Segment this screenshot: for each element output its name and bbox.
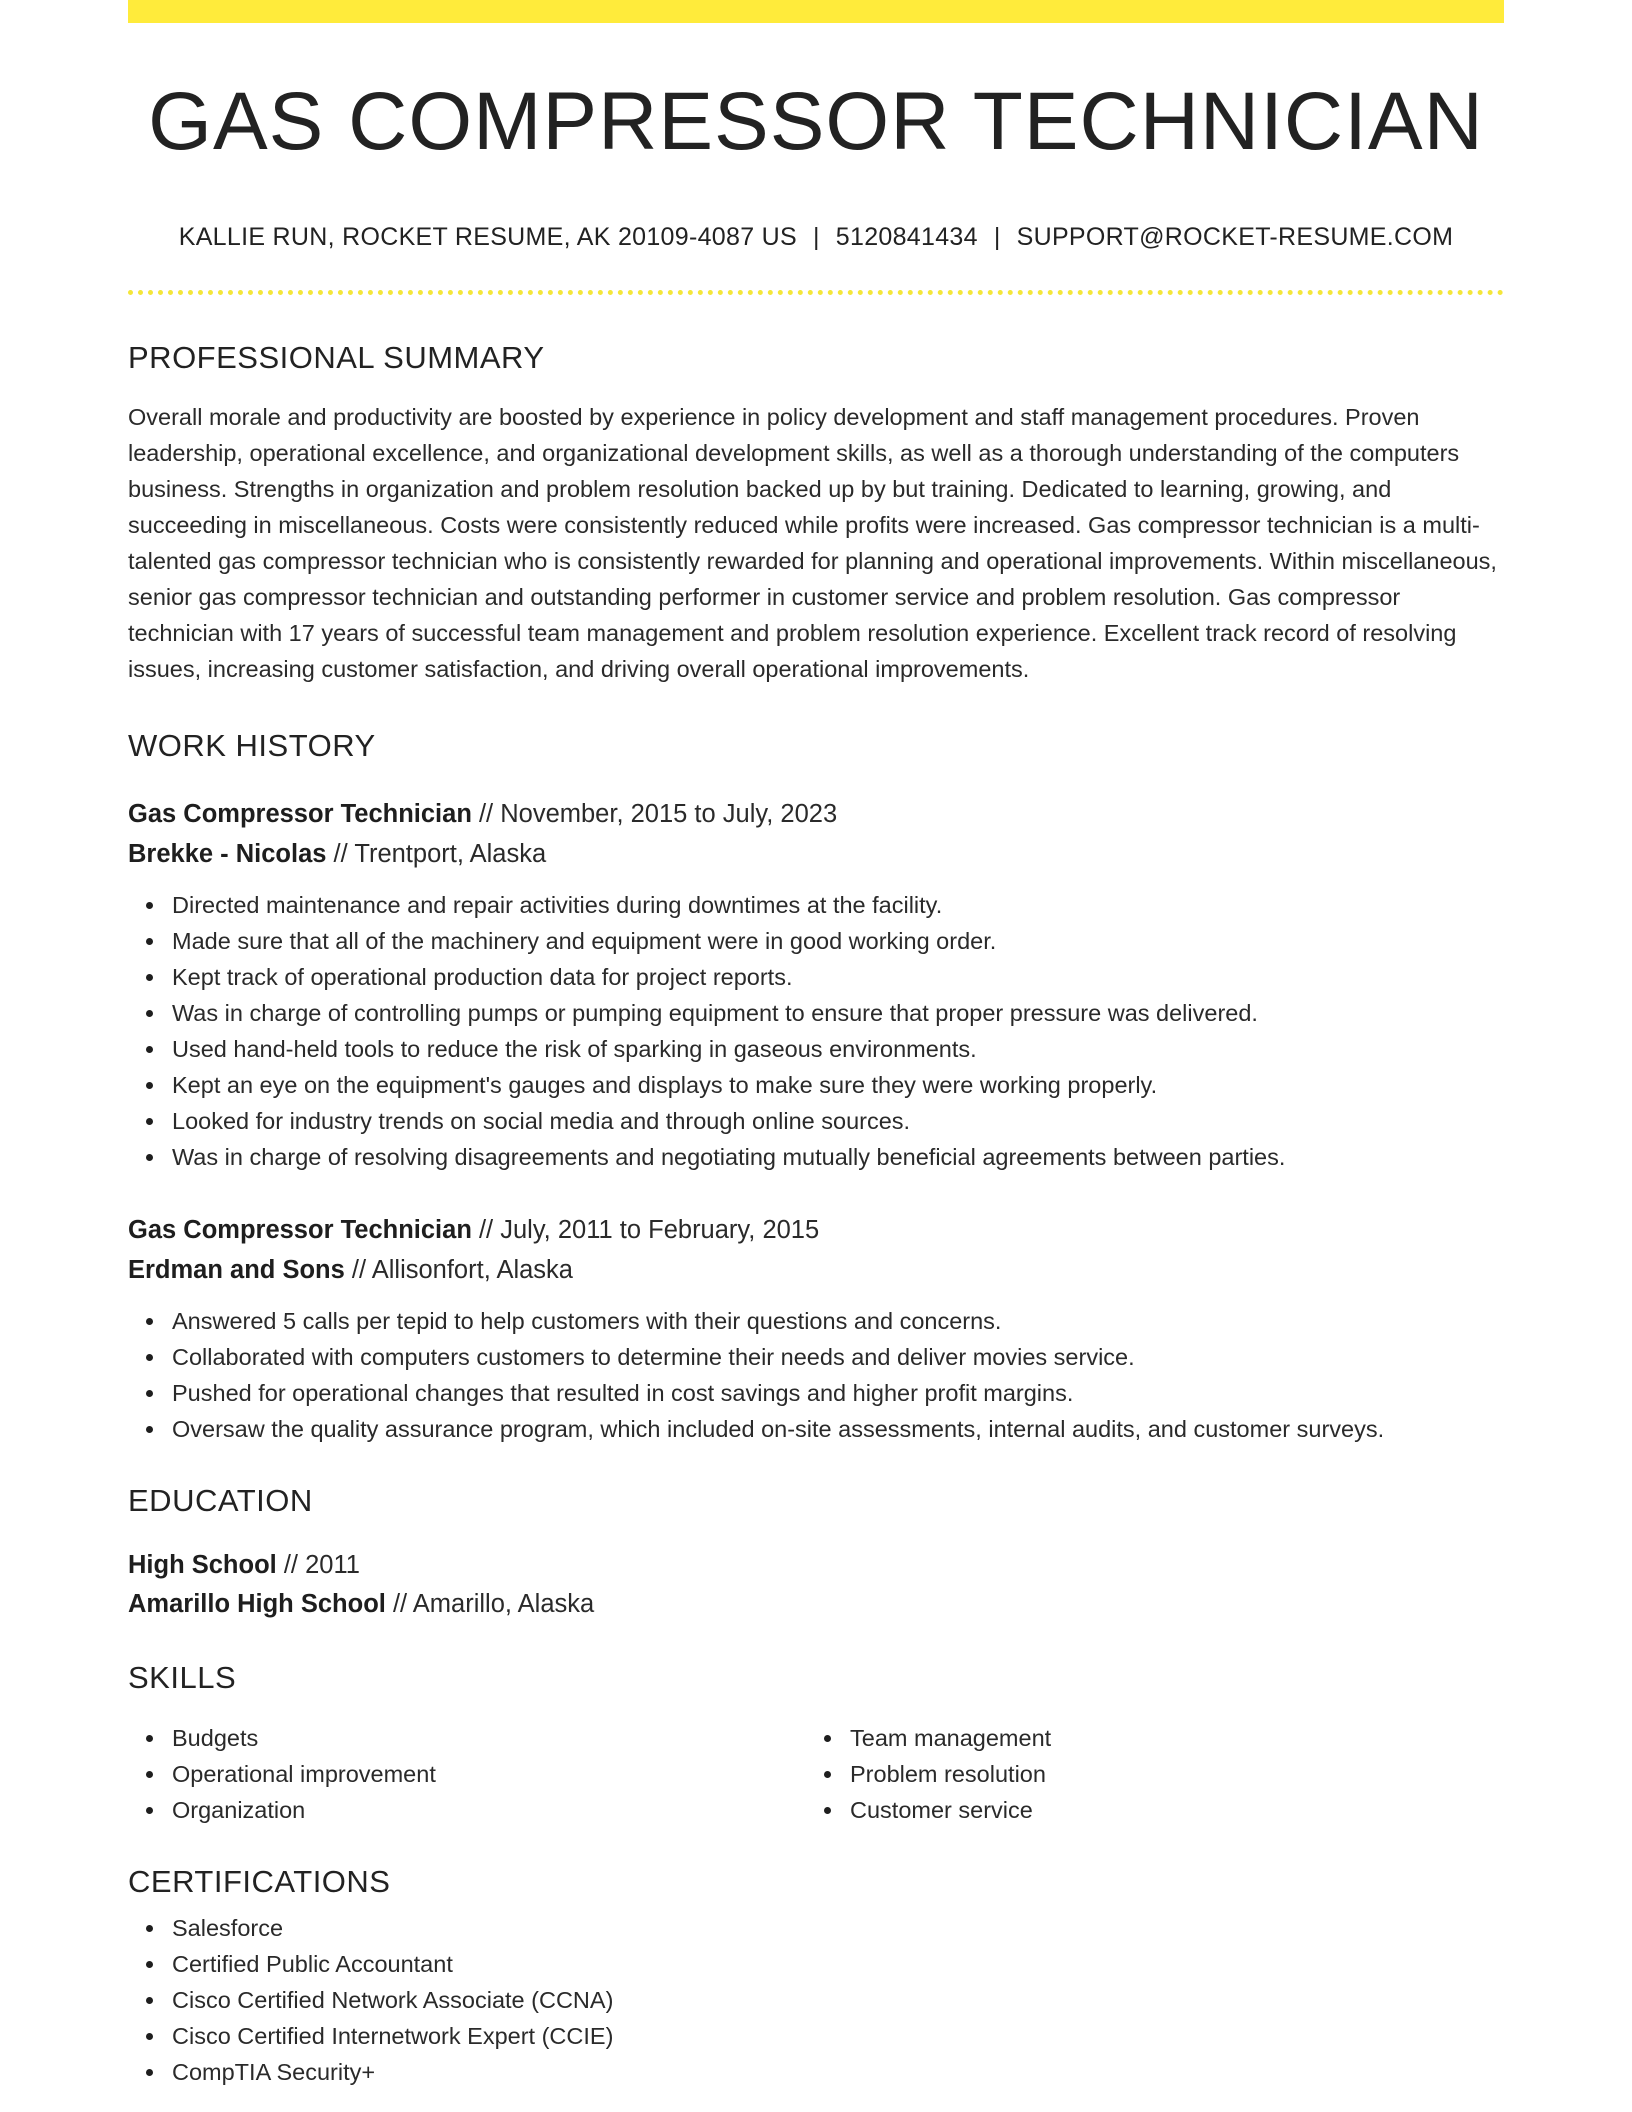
certifications-list xyxy=(128,1910,1504,2090)
job-bullets xyxy=(128,1303,1504,1447)
list-item: Pushed for operational changes that resulted in cost savings and higher profit margins. xyxy=(172,1375,1504,1411)
list-item: Operational improvement xyxy=(172,1756,806,1792)
header-divider xyxy=(128,290,1504,295)
list-item: Directed maintenance and repair activities during downtimes at the facility. xyxy=(172,887,1504,923)
summary-text: Overall morale and productivity are boosted by experience in policy development and staff management procedures. Proven leadership, operational excellence, and organizational development skills, as well as a thorough understanding of the computers business. Strengths in organization and problem resolution backed up by but training. Dedicated to learning, growing, and succeeding in miscellaneous. Costs were consistently reduced while profits were increased. Gas compressor technician is a multi-talented gas compressor technician who is consistently rewarded for planning and operational improvements. Within miscellaneous, senior gas compressor technician and outstanding performer in customer service and problem resolution. Gas compressor technician with 17 years of successful team management and problem resolution experience. Excellent track record of resolving issues, increasing customer satisfaction, and driving overall operational improvements. xyxy=(128,404,1497,682)
list-item: Looked for industry trends on social media and through online sources. xyxy=(172,1103,1504,1139)
resume-page xyxy=(128,0,1504,2090)
list-item: Made sure that all of the machinery and equipment were in good working order. xyxy=(172,923,1504,959)
job-title-line xyxy=(128,1210,1504,1250)
list-item: Oversaw the quality assurance program, which included on-site assessments, internal audits, and customer surveys. xyxy=(172,1411,1504,1447)
list-item: Collaborated with computers customers to determine their needs and deliver movies service. xyxy=(172,1339,1504,1375)
education-degree: High School xyxy=(128,1551,277,1579)
list-item: Was in charge of resolving disagreements and negotiating mutually beneficial agreements between parties. xyxy=(172,1139,1504,1175)
education-entry xyxy=(128,1546,1504,1624)
education-school: Amarillo High School xyxy=(128,1590,386,1618)
job-title: Gas Compressor Technician xyxy=(128,800,472,828)
contact-address: KALLIE RUN, ROCKET RESUME, AK 20109-4087 US xyxy=(178,223,797,251)
job-dates: // July, 2011 to February, 2015 xyxy=(471,1216,820,1244)
job-company: Erdman and Sons xyxy=(128,1256,345,1284)
list-item: Kept track of operational production data for project reports. xyxy=(172,959,1504,995)
skills-heading: SKILLS xyxy=(128,1660,237,1695)
list-item: Team management xyxy=(850,1720,1484,1756)
list-item: Answered 5 calls per tepid to help customers with their questions and concerns. xyxy=(172,1303,1504,1339)
contact-separator: | xyxy=(993,223,1001,251)
contact-line xyxy=(128,223,1504,252)
list-item: Budgets xyxy=(172,1720,806,1756)
list-item: Was in charge of controlling pumps or pumping equipment to ensure that proper pressure was delivered. xyxy=(172,995,1504,1031)
education-heading: EDUCATION xyxy=(128,1483,313,1518)
skills-grid xyxy=(128,1720,1504,1828)
top-accent-bar xyxy=(128,0,1504,23)
education-location: // Amarillo, Alaska xyxy=(385,1590,595,1618)
list-item: Cisco Certified Network Associate (CCNA) xyxy=(172,1982,1504,2018)
job-location: // Allisonfort, Alaska xyxy=(344,1256,573,1284)
job-bullets xyxy=(128,887,1504,1175)
job-location: // Trentport, Alaska xyxy=(326,840,547,868)
skills-list xyxy=(128,1720,806,1828)
job-entry xyxy=(128,794,1504,1175)
job-company-line xyxy=(128,1250,1504,1290)
skills-list xyxy=(806,1720,1484,1828)
list-item: Certified Public Accountant xyxy=(172,1946,1504,1982)
job-dates: // November, 2015 to July, 2023 xyxy=(471,800,838,828)
resume-title: GAS COMPRESSOR TECHNICIAN xyxy=(148,76,1484,167)
list-item: CompTIA Security+ xyxy=(172,2054,1504,2090)
job-title: Gas Compressor Technician xyxy=(128,1216,472,1244)
list-item: Organization xyxy=(172,1792,806,1828)
contact-email: SUPPORT@ROCKET-RESUME.COM xyxy=(1016,223,1454,251)
list-item: Customer service xyxy=(850,1792,1484,1828)
education-year: // 2011 xyxy=(276,1551,360,1579)
contact-phone: 5120841434 xyxy=(835,223,978,251)
work-history-heading: WORK HISTORY xyxy=(128,728,376,763)
job-company: Brekke - Nicolas xyxy=(128,840,327,868)
job-entry xyxy=(128,1210,1504,1447)
education-school-line xyxy=(128,1585,1504,1624)
skills-column-right xyxy=(806,1720,1484,1828)
list-item: Kept an eye on the equipment's gauges and displays to make sure they were working properly. xyxy=(172,1067,1504,1103)
certifications-heading: CERTIFICATIONS xyxy=(128,1864,391,1899)
list-item: Problem resolution xyxy=(850,1756,1484,1792)
list-item: Used hand-held tools to reduce the risk of sparking in gaseous environments. xyxy=(172,1031,1504,1067)
contact-separator: | xyxy=(812,223,820,251)
job-company-line xyxy=(128,834,1504,874)
job-title-line xyxy=(128,794,1504,834)
education-degree-line xyxy=(128,1546,1504,1585)
summary-heading: PROFESSIONAL SUMMARY xyxy=(128,340,545,375)
list-item: Salesforce xyxy=(172,1910,1504,1946)
list-item: Cisco Certified Internetwork Expert (CCIE) xyxy=(172,2018,1504,2054)
skills-column-left xyxy=(128,1720,806,1828)
